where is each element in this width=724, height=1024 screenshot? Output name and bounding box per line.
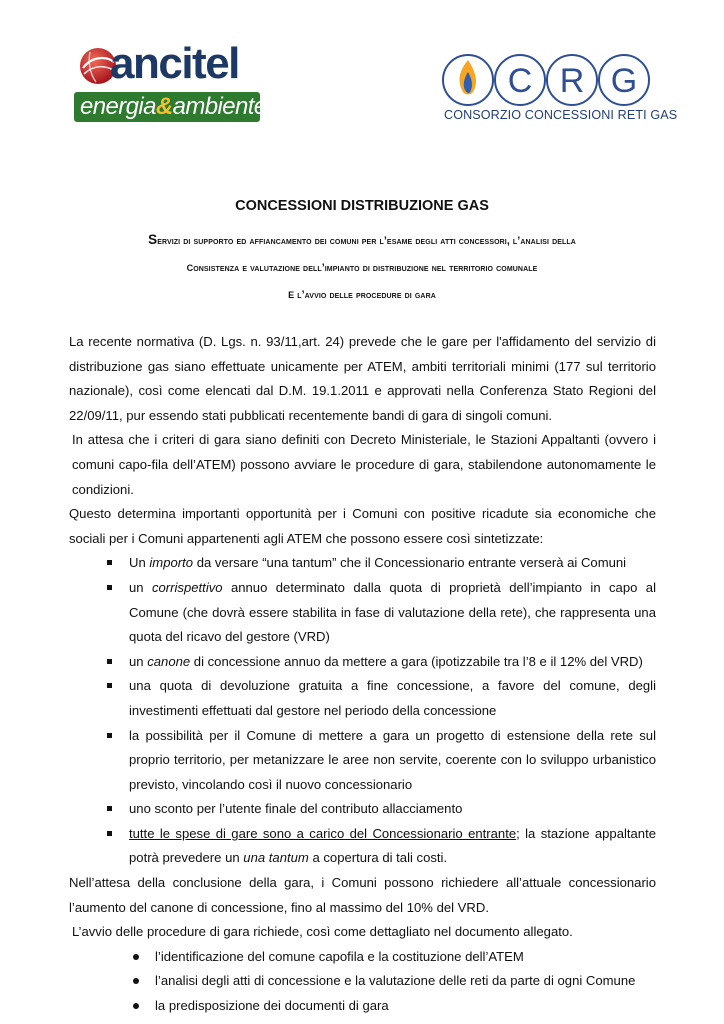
list-item: un corrispettivo annuo determinato dalla quota di proprietà dell’impianto in capo al Comune (che dovrà essere stabilita in fase di valutazione della rete), che rappresenta una quota del ricavo del gestore (VRD): [69, 576, 656, 650]
opportunities-list: [69, 551, 656, 871]
paragraph-5: L’avvio delle procedure di gara richiede, così come dettagliato nel documento allegato.: [72, 924, 573, 940]
gas-flame-icon: [460, 60, 476, 95]
ancitel-logo: [74, 39, 267, 126]
list-item: una quota di devoluzione gratuita a fine concessione, a favore del comune, degli investimenti effettuati dal gestore nel periodo della concessione: [69, 674, 656, 723]
crg-letter-r: R: [559, 62, 585, 100]
crg-logo: [440, 52, 678, 126]
crg-circles: [440, 52, 652, 108]
ancitel-tagline: [80, 92, 267, 122]
crg-letter-g: G: [610, 62, 638, 100]
subtitle-line-3: e l’avvio delle procedure di gara: [288, 286, 436, 301]
tagline-part2: ambiente: [172, 93, 267, 120]
crg-subtitle: CONSORZIO CONCESSIONI RETI GAS: [444, 108, 678, 122]
ancitel-tagline-band: [74, 92, 267, 122]
list-item: un canone di concessione annuo da mettere a gara (ipotizzabile tra l’8 e il 12% del VRD): [69, 650, 656, 675]
list-item: la predisposizione dei documenti di gara: [69, 994, 656, 1019]
ancitel-word: ancitel: [110, 39, 239, 88]
list-item: l’analisi degli atti di concessione e la valutazione delle reti da parte di ogni Comune: [69, 969, 656, 994]
list-item: tutte le spese di gare sono a carico del Concessionario entrante; la stazione appaltante potrà prevedere un una tantum a copertura di tali costi.: [69, 822, 656, 871]
list-item: l’identificazione del comune capofila e la costituzione dell’ATEM: [69, 945, 656, 970]
document-body: [69, 330, 656, 1019]
crg-letter-c: C: [507, 62, 533, 100]
ancitel-wordmark: [74, 39, 260, 88]
paragraph-4: Nell’attesa della conclusione della gara, i Comuni possono richiedere all’attuale concessionario l’aumento del canone di concessione, fino al massimo del 10% del VRD.: [69, 875, 656, 915]
paragraph-1: La recente normativa (D. Lgs. n. 93/11,art. 24) prevede che le gare per l'affidamento del servizio di distribuzione gas siano effettuate unicamente per ATEM, ambiti territoriali minimi (177 sul territorio nazionale), così come elencati dal D.M. 19.1.2011 e approvati nella Conferenza Stato Regioni del 22/09/11, pur essendo stati pubblicati recentemente bandi di gara di singoli comuni.: [69, 334, 656, 423]
procedure-steps-list: [69, 945, 656, 1019]
subtitle-line-2: consistenza e valutazione dell’impianto di distribuzione nel territorio comunale: [186, 259, 538, 274]
document-title: CONCESSIONI DISTRIBUZIONE GAS: [235, 198, 489, 214]
paragraph-2: In attesa che i criteri di gara siano definiti con Decreto Ministeriale, le Stazioni Appaltanti (ovvero i comuni capo-fila dell’ATEM) possono avviare le procedure di gara, stabilendone autonomamente le condizioni.: [72, 432, 656, 497]
subtitle-line-1: Servizi di supporto ed affiancamento dei comuni per l’esame degli atti concessori, l’analisi della: [148, 232, 576, 247]
list-item: la possibilità per il Comune di mettere a gara un progetto di estensione della rete sul proprio territorio, per metanizzare le aree non servite, coerente con lo sviluppo urbanistico previsto, vincolando così il nuovo concessionario: [69, 724, 656, 798]
tagline-ampersand: &: [155, 93, 173, 120]
list-item: uno sconto per l’utente finale del contributo allacciamento: [69, 797, 656, 822]
list-item: Un importo da versare “una tantum” che il Concessionario entrante verserà ai Comuni: [69, 551, 656, 576]
tagline-part1: energia: [80, 93, 156, 120]
paragraph-3: Questo determina importanti opportunità per i Comuni con positive ricadute sia economiche che sociali per i Comuni appartenenti agli ATEM che possono essere così sintetizzate:: [69, 506, 656, 546]
